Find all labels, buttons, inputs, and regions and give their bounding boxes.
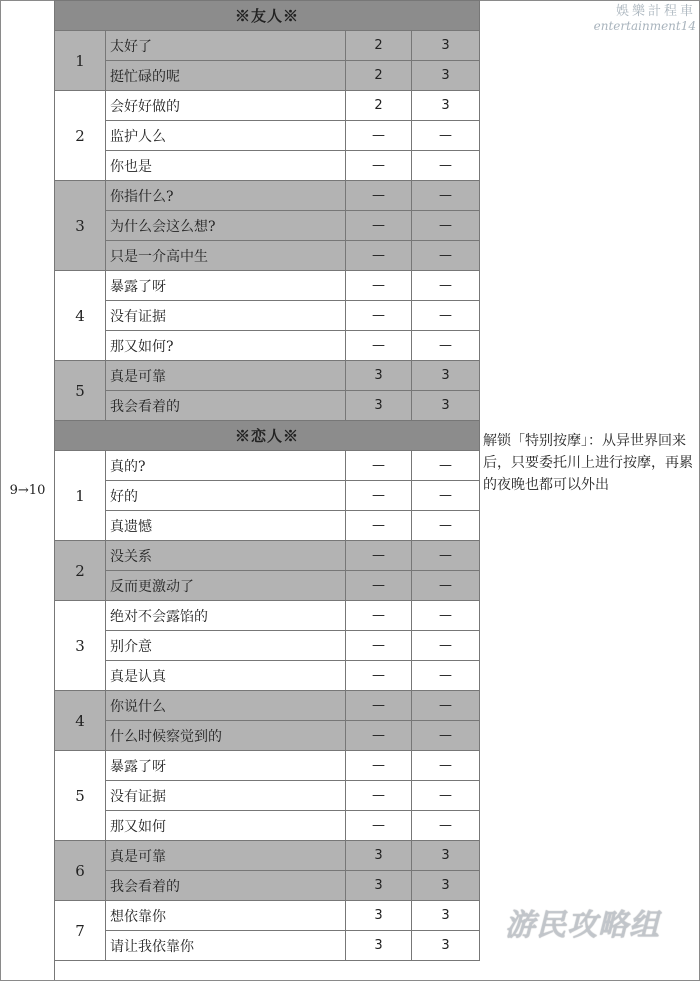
table-row	[55, 241, 480, 271]
choice-number: 4	[55, 691, 106, 751]
points-value-1: —	[346, 571, 412, 601]
dialogue-option: 真遗憾	[106, 511, 346, 541]
points-value-1: —	[346, 541, 412, 571]
points-value-1: —	[346, 271, 412, 301]
points-value-2: —	[412, 781, 480, 811]
dialogue-option: 监护人么	[106, 121, 346, 151]
choice-number: 3	[55, 181, 106, 271]
points-value-2: —	[412, 601, 480, 631]
points-value-1: —	[346, 661, 412, 691]
dialogue-option: 绝对不会露馅的	[106, 601, 346, 631]
points-value-2: 3	[412, 391, 480, 421]
points-value-1: —	[346, 301, 412, 331]
table-row	[55, 781, 480, 811]
table-row	[55, 91, 480, 121]
points-value-1: —	[346, 631, 412, 661]
watermark-line2: entertainment14	[593, 19, 696, 33]
table-row	[55, 751, 480, 781]
points-value-1: —	[346, 331, 412, 361]
points-value-2: —	[412, 751, 480, 781]
choice-number: 1	[55, 451, 106, 541]
dialogue-option: 暴露了呀	[106, 271, 346, 301]
table-row	[55, 721, 480, 751]
table-row	[55, 841, 480, 871]
table-row	[55, 181, 480, 211]
dialogue-option: 那又如何?	[106, 331, 346, 361]
points-value-2: —	[412, 271, 480, 301]
points-value-2: 3	[412, 871, 480, 901]
gamersky-watermark: 游民攻略组	[505, 908, 660, 943]
dialogue-option: 会好好做的	[106, 91, 346, 121]
table-row	[55, 271, 480, 301]
points-value-2: —	[412, 541, 480, 571]
points-value-2: 3	[412, 61, 480, 91]
dialogue-option: 为什么会这么想?	[106, 211, 346, 241]
points-value-1: —	[346, 781, 412, 811]
section-title: ※友人※	[55, 1, 480, 31]
choice-number: 2	[55, 541, 106, 601]
table-row	[55, 301, 480, 331]
dialogue-option: 只是一介高中生	[106, 241, 346, 271]
choice-number: 7	[55, 901, 106, 961]
section-title: ※恋人※	[55, 421, 480, 451]
table-row	[55, 331, 480, 361]
points-value-1: 3	[346, 391, 412, 421]
section-header-row	[55, 421, 480, 451]
table-row	[55, 541, 480, 571]
dialogue-option: 你说什么	[106, 691, 346, 721]
points-value-1: 3	[346, 931, 412, 961]
stage-label	[1, 1, 55, 980]
table-row	[55, 631, 480, 661]
points-value-2: —	[412, 151, 480, 181]
dialogue-table-body	[55, 1, 480, 961]
points-value-1: —	[346, 121, 412, 151]
choice-number: 5	[55, 751, 106, 841]
section-header-row	[55, 1, 480, 31]
points-value-2: 3	[412, 91, 480, 121]
dialogue-option: 我会看着的	[106, 391, 346, 421]
table-row	[55, 811, 480, 841]
points-value-1: 3	[346, 841, 412, 871]
points-value-1: —	[346, 811, 412, 841]
dialogue-option: 好的	[106, 481, 346, 511]
choice-number: 5	[55, 361, 106, 421]
points-value-2: —	[412, 451, 480, 481]
points-value-2: —	[412, 241, 480, 271]
dialogue-option: 反而更激动了	[106, 571, 346, 601]
table-row	[55, 661, 480, 691]
points-value-1: —	[346, 691, 412, 721]
points-value-1: 2	[346, 61, 412, 91]
table-row	[55, 691, 480, 721]
table-row	[55, 571, 480, 601]
points-value-1: 3	[346, 901, 412, 931]
points-value-1: —	[346, 481, 412, 511]
points-value-1: —	[346, 211, 412, 241]
dialogue-option: 那又如何	[106, 811, 346, 841]
points-value-2: —	[412, 121, 480, 151]
table-row	[55, 931, 480, 961]
dialogue-option: 真是可靠	[106, 841, 346, 871]
points-value-1: —	[346, 751, 412, 781]
points-value-1: —	[346, 241, 412, 271]
points-value-2: —	[412, 811, 480, 841]
points-value-1: —	[346, 181, 412, 211]
points-value-1: 2	[346, 91, 412, 121]
points-value-2: —	[412, 721, 480, 751]
table-row	[55, 391, 480, 421]
points-value-2: 3	[412, 31, 480, 61]
table-row	[55, 211, 480, 241]
table-row	[55, 601, 480, 631]
points-value-2: —	[412, 511, 480, 541]
points-value-2: —	[412, 181, 480, 211]
dialogue-option: 真的?	[106, 451, 346, 481]
points-value-1: —	[346, 511, 412, 541]
dialogue-option: 我会看着的	[106, 871, 346, 901]
points-value-2: —	[412, 661, 480, 691]
dialogue-option: 挺忙碌的呢	[106, 61, 346, 91]
dialogue-option: 真是认真	[106, 661, 346, 691]
dialogue-option: 你也是	[106, 151, 346, 181]
points-value-1: —	[346, 451, 412, 481]
points-value-1: —	[346, 601, 412, 631]
points-value-1: 2	[346, 31, 412, 61]
table-row	[55, 121, 480, 151]
choice-number: 1	[55, 31, 106, 91]
dialogue-option: 没有证据	[106, 301, 346, 331]
points-value-2: 3	[412, 901, 480, 931]
table-row	[55, 901, 480, 931]
dialogue-option: 真是可靠	[106, 361, 346, 391]
unlock-note: 解锁「特别按摩」：从异世界回来后，只要委托川上进行按摩，再累的夜晚也都可以外出	[483, 433, 693, 493]
site-watermark	[594, 4, 696, 34]
choice-number: 3	[55, 601, 106, 691]
points-value-1: —	[346, 151, 412, 181]
table-row	[55, 61, 480, 91]
dialogue-option: 请让我依靠你	[106, 931, 346, 961]
table-row	[55, 31, 480, 61]
dialogue-option: 暴露了呀	[106, 751, 346, 781]
points-value-1: 3	[346, 361, 412, 391]
dialogue-option: 想依靠你	[106, 901, 346, 931]
dialogue-option: 没有证据	[106, 781, 346, 811]
choice-number: 6	[55, 841, 106, 901]
points-value-2: —	[412, 631, 480, 661]
table-row	[55, 451, 480, 481]
points-value-2: —	[412, 571, 480, 601]
watermark-line1: 娛樂計程車	[615, 4, 696, 19]
choice-number: 4	[55, 271, 106, 361]
dialogue-option: 别介意	[106, 631, 346, 661]
points-value-2: 3	[412, 931, 480, 961]
stage-text: 9→10	[9, 483, 46, 498]
table-row	[55, 511, 480, 541]
table-row	[55, 151, 480, 181]
points-value-2: —	[412, 211, 480, 241]
dialogue-option: 你指什么?	[106, 181, 346, 211]
dialogue-option: 太好了	[106, 31, 346, 61]
table-row	[55, 481, 480, 511]
points-value-1: 3	[346, 871, 412, 901]
dialogue-table	[54, 0, 480, 961]
dialogue-option: 什么时候察觉到的	[106, 721, 346, 751]
points-value-2: 3	[412, 361, 480, 391]
points-value-2: —	[412, 301, 480, 331]
choice-number: 2	[55, 91, 106, 181]
points-value-2: —	[412, 691, 480, 721]
points-value-2: —	[412, 331, 480, 361]
table-row	[55, 361, 480, 391]
dialogue-option: 没关系	[106, 541, 346, 571]
table-row	[55, 871, 480, 901]
points-value-2: 3	[412, 841, 480, 871]
points-value-1: —	[346, 721, 412, 751]
points-value-2: —	[412, 481, 480, 511]
